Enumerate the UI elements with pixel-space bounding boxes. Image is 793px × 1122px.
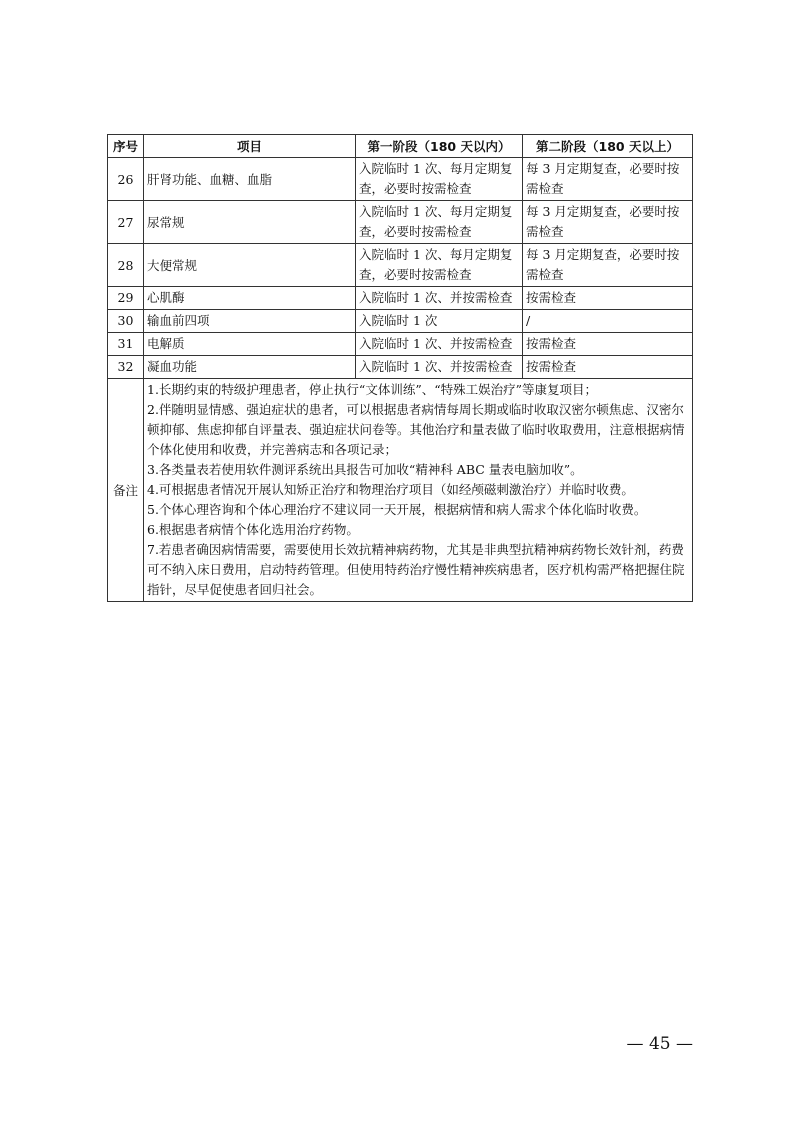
row-stage1: 入院临时 1 次、每月定期复查，必要时按需检查 — [356, 244, 523, 287]
row-no: 30 — [108, 310, 144, 333]
row-no: 26 — [108, 158, 144, 201]
row-stage1: 入院临时 1 次 — [356, 310, 523, 333]
note-item: 4.可根据患者情况开展认知矫正治疗和物理治疗项目（如经颅磁刺激治疗）并临时收费。 — [147, 482, 634, 497]
row-item: 输血前四项 — [144, 310, 356, 333]
page-number: — 45 — — [626, 1034, 693, 1054]
table-row — [108, 244, 693, 287]
row-no: 28 — [108, 244, 144, 287]
table-row — [108, 201, 693, 244]
row-stage2: 按需检查 — [523, 287, 693, 310]
row-stage1: 入院临时 1 次、并按需检查 — [356, 287, 523, 310]
row-stage2: 每 3 月定期复查，必要时按需检查 — [523, 201, 693, 244]
row-item: 尿常规 — [144, 201, 356, 244]
header-stage2: 第二阶段（180 天以上） — [523, 135, 693, 158]
note-item: 5.个体心理咨询和个体心理治疗不建议同一天开展，根据病情和病人需求个体化临时收费。 — [147, 502, 647, 517]
row-no: 31 — [108, 333, 144, 356]
table-row — [108, 333, 693, 356]
table-row — [108, 356, 693, 379]
note-item: 6.根据患者病情个体化选用治疗药物。 — [147, 522, 359, 537]
row-no: 27 — [108, 201, 144, 244]
row-stage1: 入院临时 1 次、并按需检查 — [356, 356, 523, 379]
note-item: 1.长期约束的特级护理患者，停止执行“文体训练”、“特殊工娱治疗”等康复项目； — [147, 382, 597, 397]
row-stage1: 入院临时 1 次、每月定期复查，必要时按需检查 — [356, 158, 523, 201]
row-item: 心肌酶 — [144, 287, 356, 310]
row-stage2: / — [523, 310, 693, 333]
note-item: 7.若患者确因病情需要，需要使用长效抗精神病药物，尤其是非典型抗精神病药物长效针剂，药费可不纳入床日费用，启动特药管理。但使用特药治疗慢性精神疾病患者，医疗机构需严格把握住院指针，尽早促使患者回归社会。 — [147, 542, 685, 597]
row-stage1: 入院临时 1 次、并按需检查 — [356, 333, 523, 356]
row-stage2: 按需检查 — [523, 333, 693, 356]
notes-cell — [144, 379, 693, 602]
notes-row — [108, 379, 693, 602]
note-item: 3.各类量表若使用软件测评系统出具报告可加收“精神科 ABC 量表电脑加收”。 — [147, 462, 583, 477]
header-no: 序号 — [108, 135, 144, 158]
row-stage1: 入院临时 1 次、每月定期复查，必要时按需检查 — [356, 201, 523, 244]
row-item: 凝血功能 — [144, 356, 356, 379]
table-row — [108, 158, 693, 201]
row-no: 29 — [108, 287, 144, 310]
table-header-row — [108, 135, 693, 158]
row-item: 大便常规 — [144, 244, 356, 287]
table-row — [108, 310, 693, 333]
row-stage2: 每 3 月定期复查，必要时按需检查 — [523, 244, 693, 287]
header-stage1: 第一阶段（180 天以内） — [356, 135, 523, 158]
note-item: 2.伴随明显情感、强迫症状的患者，可以根据患者病情每周长期或临时收取汉密尔顿焦虑、汉密尔顿抑郁、焦虑抑郁自评量表、强迫症状问卷等。其他治疗和量表做了临时收取费用，注意根据病情个体化使用和收费，并完善病志和各项记录； — [147, 402, 685, 457]
row-stage2: 每 3 月定期复查，必要时按需检查 — [523, 158, 693, 201]
row-item: 电解质 — [144, 333, 356, 356]
row-item: 肝肾功能、血糖、血脂 — [144, 158, 356, 201]
notes-label: 备注 — [108, 379, 144, 602]
table-row — [108, 287, 693, 310]
row-no: 32 — [108, 356, 144, 379]
fee-table — [107, 134, 693, 602]
header-item: 项目 — [144, 135, 356, 158]
row-stage2: 按需检查 — [523, 356, 693, 379]
